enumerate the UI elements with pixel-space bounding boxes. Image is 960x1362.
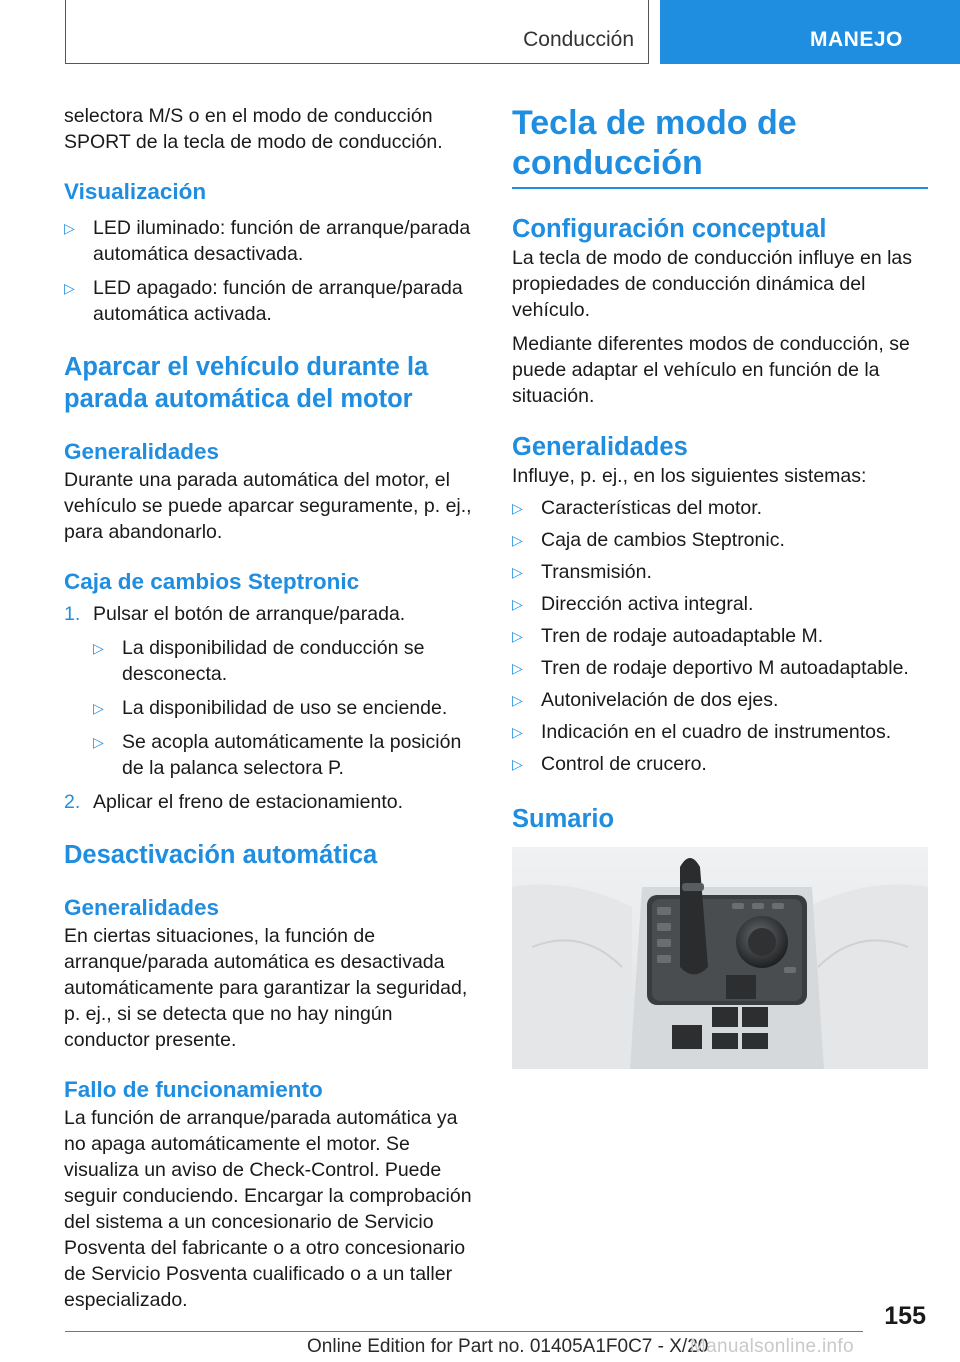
footer-rule	[65, 1331, 863, 1332]
generalidades-heading-2: Generalidades	[64, 895, 220, 920]
step-number: 2.	[64, 791, 81, 813]
list-item: ▷ La disponibilidad de conducción se desconecta.	[93, 637, 425, 685]
generalidades-paragraph-2: En ciertas situaciones, la función de arranque/parada automática es desactivada automáticamente para garantizar la seguridad, p. ej., si se detecta que no hay ningún conductor presente.	[64, 925, 468, 1051]
aparcar-heading: Aparcar el vehículo durante la parada automática del motor	[64, 353, 429, 413]
list-item: ▷ LED apagado: función de arranque/parada automática activada.	[64, 277, 463, 325]
systems-list	[512, 495, 928, 777]
step-number: 1.	[64, 603, 81, 625]
triangle-bullet-icon: ▷	[512, 692, 523, 708]
page-number: 155	[884, 1302, 926, 1330]
triangle-bullet-icon: ▷	[93, 734, 104, 750]
generalidades-intro: Influye, p. ej., en los siguientes sistemas:	[512, 465, 867, 487]
triangle-bullet-icon: ▷	[512, 724, 523, 740]
list-item: ▷ La disponibilidad de uso se enciende.	[93, 697, 448, 719]
triangle-bullet-icon: ▷	[512, 532, 523, 548]
generalidades-heading-3: Generalidades	[512, 433, 688, 461]
visualizacion-list	[64, 215, 478, 327]
intro-paragraph: selectora M/S o en el modo de conducción SPORT de la tecla de modo de conducción.	[64, 105, 443, 153]
list-item: ▷ Autonivelación de dos ejes.	[512, 689, 779, 711]
edition-text: Online Edition for Part no. 01405A1F0C7 - X/20	[307, 1336, 709, 1357]
left-column	[64, 103, 478, 1313]
list-item: ▷ Transmisión.	[512, 561, 652, 583]
step-item: 1. Pulsar el botón de arranque/parada.	[64, 603, 406, 625]
list-item: ▷ Tren de rodaje deportivo M autoadaptable.	[512, 657, 909, 679]
triangle-bullet-icon: ▷	[512, 756, 523, 772]
header-section-label: Conducción	[523, 28, 634, 51]
fallo-paragraph: La función de arranque/parada automática ya no apaga automáticamente el motor. Se visualiza un aviso de Check-Control. Puede seguir conduciendo. Encargar la comprobación del sistema a un concesionario de Servicio Posventa del fabricante o a otro concesionario de Servicio Posventa cualificado o a un taller especializado.	[64, 1107, 472, 1311]
visualizacion-heading: Visualización	[64, 179, 207, 204]
list-item: ▷ Dirección activa integral.	[512, 593, 754, 615]
triangle-bullet-icon: ▷	[93, 700, 104, 716]
header-chapter-tab	[660, 0, 960, 64]
list-item: ▷ Tren de rodaje autoadaptable M.	[512, 625, 824, 647]
concepto-paragraph-2: Mediante diferentes modos de conducción, se puede adaptar el vehículo en función de la situación.	[512, 333, 910, 407]
center-console-drawing	[512, 847, 928, 1069]
list-item: ▷ LED iluminado: función de arranque/parada automática desactivada.	[64, 217, 471, 265]
triangle-bullet-icon: ▷	[512, 596, 523, 612]
triangle-bullet-icon: ▷	[64, 280, 75, 296]
concepto-paragraph-1: La tecla de modo de conducción influye en las propiedades de conducción dinámica del vehículo.	[512, 247, 913, 321]
main-title: Tecla de modo de conducción	[512, 104, 797, 182]
list-item: ▷ Control de crucero.	[512, 753, 707, 775]
sumario-heading: Sumario	[512, 805, 615, 833]
watermark-text: Manualsonline.info	[690, 1336, 854, 1357]
center-console-illustration	[512, 847, 928, 1069]
title-rule	[512, 187, 928, 189]
triangle-bullet-icon: ▷	[512, 564, 523, 580]
step-item: 2. Aplicar el freno de estacionamiento.	[64, 791, 404, 813]
substeps-list	[93, 635, 478, 781]
fallo-heading: Fallo de funcionamiento	[64, 1077, 323, 1102]
triangle-bullet-icon: ▷	[64, 220, 75, 236]
triangle-bullet-icon: ▷	[93, 640, 104, 656]
list-item: ▷ Caja de cambios Steptronic.	[512, 529, 785, 551]
header-chapter-label: MANEJO	[810, 28, 903, 51]
list-item: ▷ Características del motor.	[512, 497, 763, 519]
generalidades-paragraph-1: Durante una parada automática del motor, el vehículo se puede aparcar seguramente, p. ej., para abandonarlo.	[64, 469, 472, 543]
steptronic-heading: Caja de cambios Steptronic	[64, 569, 360, 594]
triangle-bullet-icon: ▷	[512, 660, 523, 676]
desactivacion-heading: Desactivación automática	[64, 841, 378, 869]
right-column	[512, 103, 928, 1069]
triangle-bullet-icon: ▷	[512, 500, 523, 516]
list-item: ▷ Indicación en el cuadro de instrumentos.	[512, 721, 892, 743]
generalidades-heading-1: Generalidades	[64, 439, 220, 464]
steps-list	[64, 601, 478, 815]
concepto-heading: Configuración conceptual	[512, 215, 827, 243]
list-item: ▷ Se acopla automáticamente la posición de la palanca selectora P.	[93, 731, 462, 779]
triangle-bullet-icon: ▷	[512, 628, 523, 644]
